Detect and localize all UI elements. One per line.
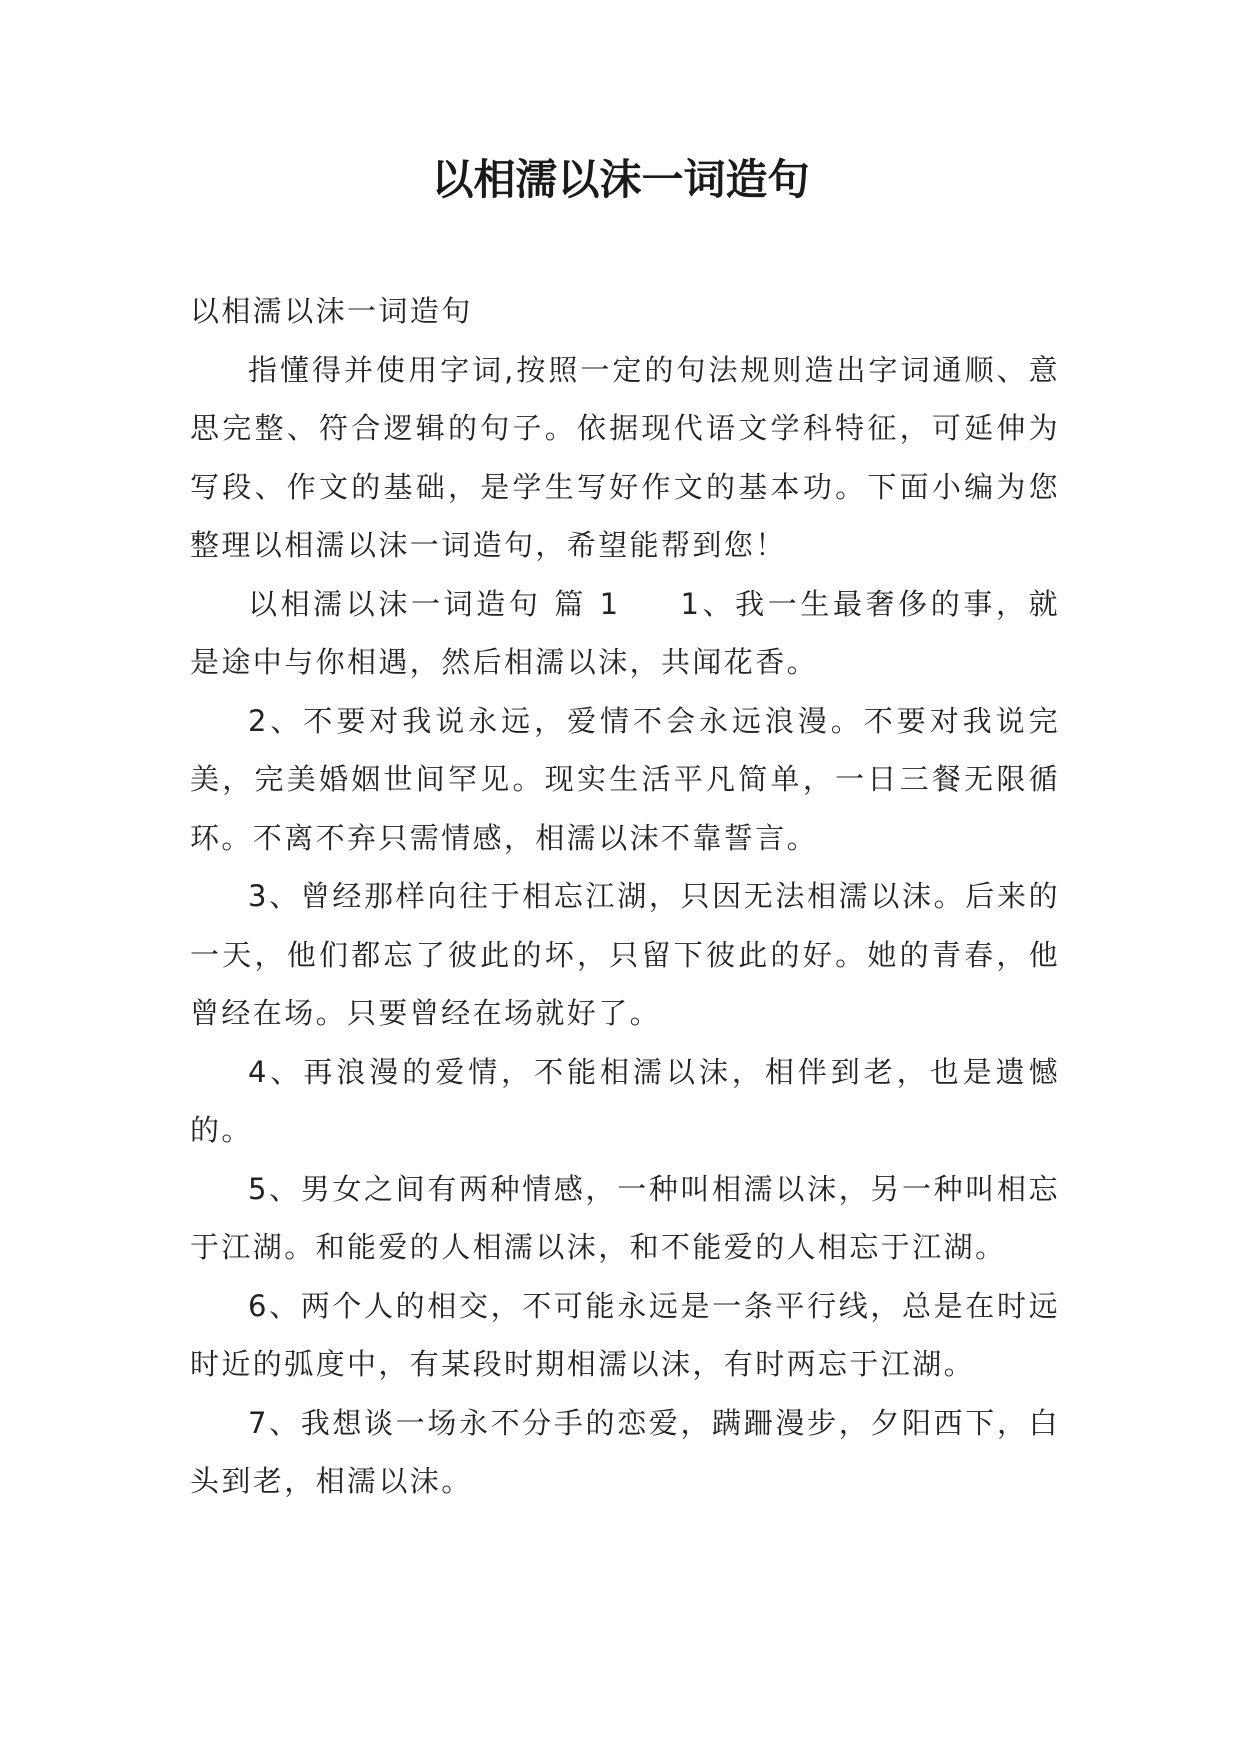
- sentence-1: 1、我一生最奢侈的事，就是途中与你相遇，然后相濡以沫，共闻花香。: [190, 586, 1060, 679]
- sentence-3: 3、曾经那样向往于相忘江湖，只因无法相濡以沫。后来的一天，他们都忘了彼此的坏，只留下彼此的好。她的青春，他曾经在场。只要曾经在场就好了。: [190, 879, 1060, 1030]
- sentence-6: 6、两个人的相交，不可能永远是一条平行线，总是在时远时近的弧度中，有某段时期相濡以沫，有时两忘于江湖。: [190, 1288, 1060, 1381]
- intro-paragraph: 指懂得并使用字词,按照一定的句法规则造出字词通顺、意思完整、符合逻辑的句子。依据现代语文学科特征，可延伸为写段、作文的基础，是学生写好作文的基本功。下面小编为您整理以相濡以沫一词造句，希望能帮到您！: [190, 352, 1060, 562]
- sentence-4: 4、再浪漫的爱情，不能相濡以沫，相伴到老，也是遗憾的。: [190, 1054, 1060, 1147]
- sentence-7: 7、我想谈一场永不分手的恋爱，蹒跚漫步，夕阳西下，白头到老，相濡以沫。: [190, 1405, 1060, 1498]
- sentence-2: 2、不要对我说永远，爱情不会永远浪漫。不要对我说完美，完美婚姻世间罕见。现实生活平凡简单，一日三餐无限循环。不离不弃只需情感，相濡以沫不靠誓言。: [190, 703, 1060, 855]
- document-title: 以相濡以沫一词造句: [431, 155, 810, 204]
- document-body: [190, 282, 1060, 1511]
- document-subtitle: 以相濡以沫一词造句: [190, 294, 473, 328]
- sentence-5: 5、男女之间有两种情感，一种叫相濡以沫，另一种叫相忘于江湖。和能爱的人相濡以沫，和不能爱的人相忘于江湖。: [190, 1171, 1060, 1264]
- section-heading: 以相濡以沫一词造句 篇 1: [248, 586, 621, 621]
- section-paragraph: [190, 575, 1060, 692]
